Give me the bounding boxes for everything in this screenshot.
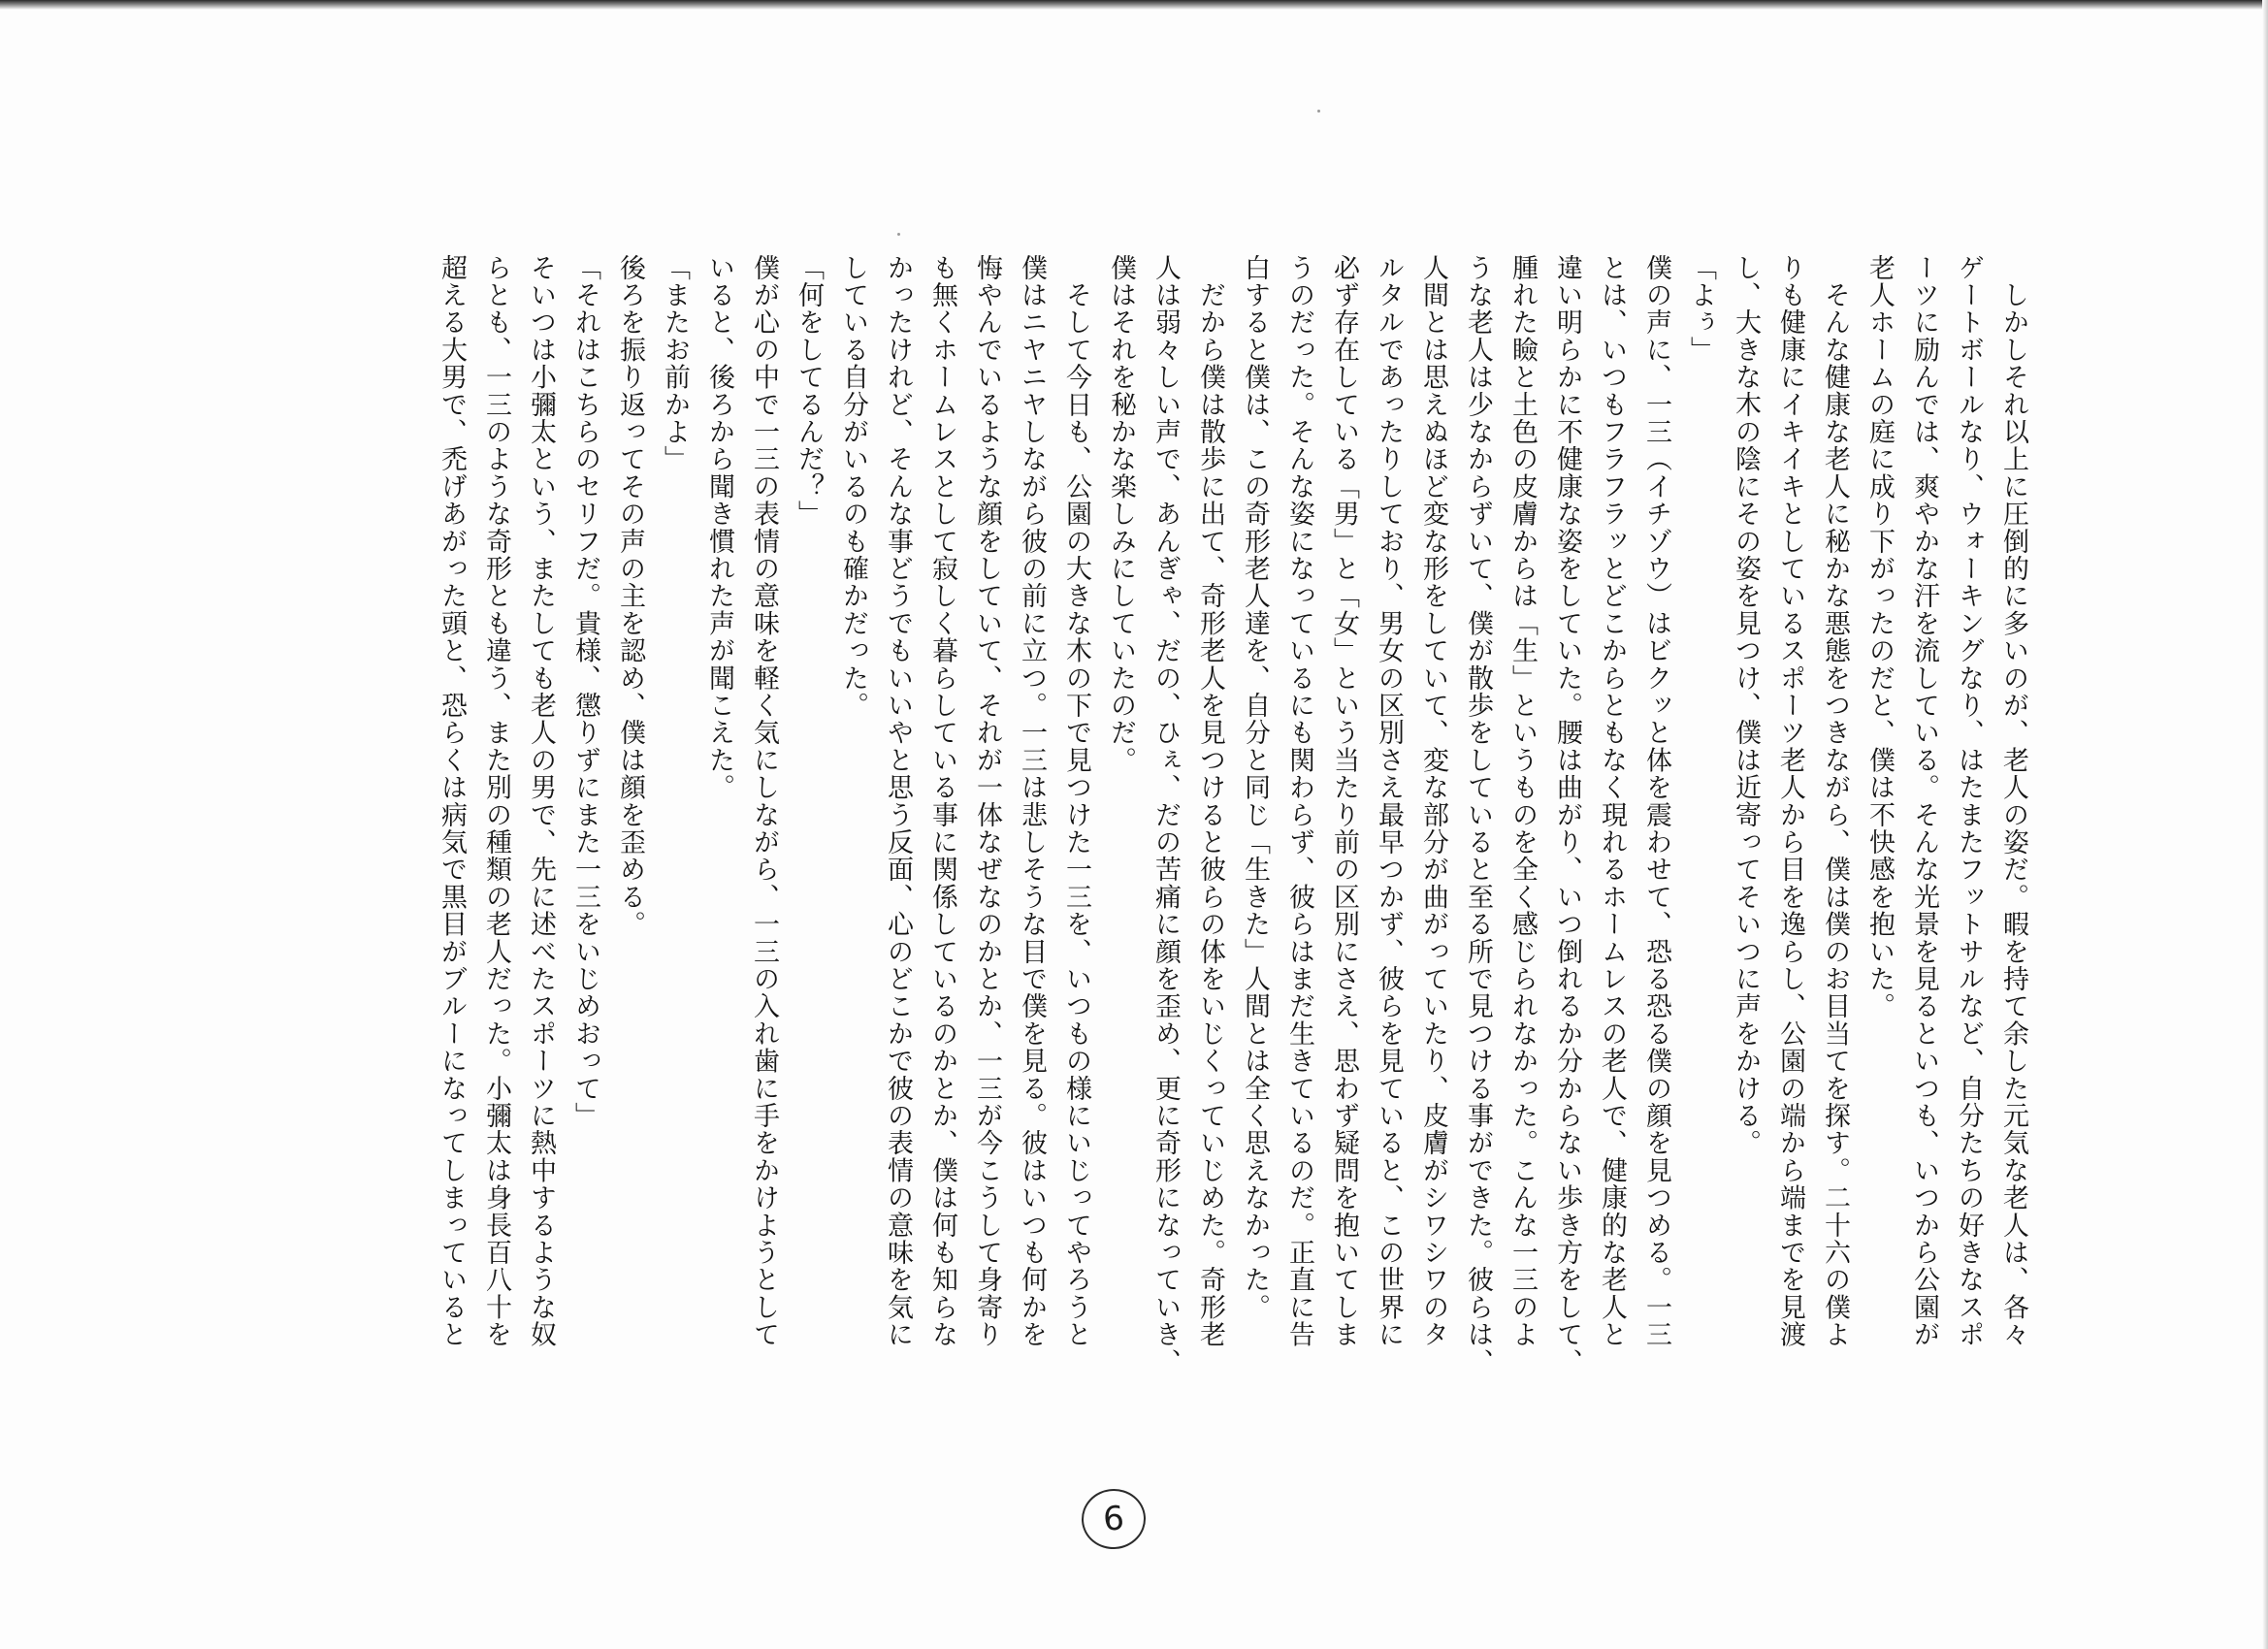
text-line: 僕が心の中で一三の表情の意味を軽く気にしながら、一三の入れ歯に手をかけようとして xyxy=(749,254,779,1348)
text-line: うな老人は少なからずいて、僕が散歩をしていると至る所で見つける事ができた。彼らは、 xyxy=(1463,254,1493,1376)
text-line: し、大きな木の陰にその姿を見つけ、僕は近寄ってそいつに声をかける。 xyxy=(1731,254,1761,1157)
text-line: 人間とは思えぬほど変な形をしていて、変な部分が曲がっていたり、皮膚がシワシワのタ xyxy=(1418,254,1448,1348)
text-line: ゲートボールなり、ウォーキングなり、はたまたフットサルなど、自分たちの好きなスポ xyxy=(1954,254,1984,1348)
scan-edge-right xyxy=(2262,0,2268,1649)
text-line: 僕はニヤニヤしながら彼の前に立つ。一三は悲しそうな目で僕を見る。彼はいつも何かを xyxy=(1017,254,1047,1348)
vertical-body-text xyxy=(429,254,2035,1404)
text-line: らとも、一三のような奇形とも違う、また別の種類の老人だった。小彌太は身長百八十を xyxy=(481,254,511,1348)
text-line: 悔やんでいるような顔をしていて、それが一体なぜなのかとか、一三が今こうして身寄り xyxy=(972,254,1002,1348)
text-line: 「それはこちらのセリフだ。貴様、懲りずにまた一三をいじめおって」 xyxy=(570,254,600,1130)
text-line: そんな健康な老人に秘かな悪態をつきながら、僕は僕のお目当てを探す。二十六の僕よ xyxy=(1820,254,1850,1348)
text-line: 「何をしてるんだ？」 xyxy=(794,254,824,528)
text-line: 違い明らかに不健康な姿をしていた。腰は曲がり、いつ倒れるか分からない歩き方をして、 xyxy=(1552,254,1582,1376)
text-line: かったけれど、そんな事どうでもいいやと思う反面、心のどこかで彼の表情の意味を気に xyxy=(883,254,913,1348)
text-line: 超える大男で、禿げあがった頭と、恐らくは病気で黒目がブルーになってしまっていると xyxy=(437,254,467,1348)
scan-speck xyxy=(1317,110,1320,113)
text-line: も無くホームレスとして寂しく暮らしている事に関係しているのかとか、僕は何も知らな xyxy=(927,254,957,1348)
text-line: うのだった。そんな姿になっているにも関わらず、彼らはまだ生きているのだ。正直に告 xyxy=(1284,254,1314,1348)
scan-speck xyxy=(897,233,900,236)
text-line: だから僕は散歩に出て、奇形老人を見つけると彼らの体をいじくっていじめた。奇形老 xyxy=(1195,254,1225,1348)
text-line: とは、いつもフラフラッとどこからともなく現れるホームレスの老人で、健康的な老人と xyxy=(1597,254,1627,1348)
text-line: 白すると僕は、この奇形老人達を、自分と同じ「生きた」人間とは全く思えなかった。 xyxy=(1240,254,1270,1321)
scan-edge-top xyxy=(0,0,2268,10)
text-line: 僕はそれを秘かな楽しみにしていたのだ。 xyxy=(1106,254,1136,774)
text-line: しかしそれ以上に圧倒的に多いのが、老人の姿だ。暇を持て余した元気な老人は、各々 xyxy=(1998,254,2028,1349)
text-line: 「よぅ」 xyxy=(1686,254,1716,364)
text-line: 人は弱々しい声で、あんぎゃ、だの、ひぇ、だの苦痛に顔を歪め、更に奇形になっていき、 xyxy=(1150,254,1181,1376)
text-line: している自分がいるのも確かだった。 xyxy=(838,254,868,720)
text-line: ルタルであったりしており、男女の区別さえ最早つかず、彼らを見ていると、この世界に xyxy=(1374,254,1404,1348)
text-line: りも健康にイキイキとしているスポーツ老人から目を逸らし、公園の端から端までを見渡 xyxy=(1775,254,1805,1348)
text-line: そして今日も、公園の大きな木の下で見つけた一三を、いつもの様にいじってやろうと xyxy=(1061,254,1091,1348)
text-line: いると、後ろから聞き慣れた声が聞こえた。 xyxy=(704,254,734,801)
text-line: ーツに励んでは、爽やかな汗を流している。そんな光景を見るといつも、いつから公園が xyxy=(1909,254,1939,1348)
text-line: そいつは小彌太という、またしても老人の男で、先に述べたスポーツに熱中するような奴 xyxy=(526,254,556,1348)
text-line: 必ず存在している「男」と「女」という当たり前の区別にさえ、思わず疑問を抱いてしま xyxy=(1329,254,1359,1348)
text-line: 僕の声に、一三（イチゾウ）はビクッと体を震わせて、恐る恐る僕の顔を見つめる。一三 xyxy=(1641,254,1671,1349)
text-line: 老人ホームの庭に成り下がったのだと、僕は不快感を抱いた。 xyxy=(1864,254,1895,1020)
text-line: 腫れた瞼と土色の皮膚からは「生」というものを全く感じられなかった。こんな一三のよ xyxy=(1507,254,1538,1348)
page-number: 6 xyxy=(1080,1487,1148,1551)
text-line: 後ろを振り返ってその声の主を認め、僕は顔を歪める。 xyxy=(615,254,645,938)
text-line: 「またお前かよ」 xyxy=(660,254,690,473)
